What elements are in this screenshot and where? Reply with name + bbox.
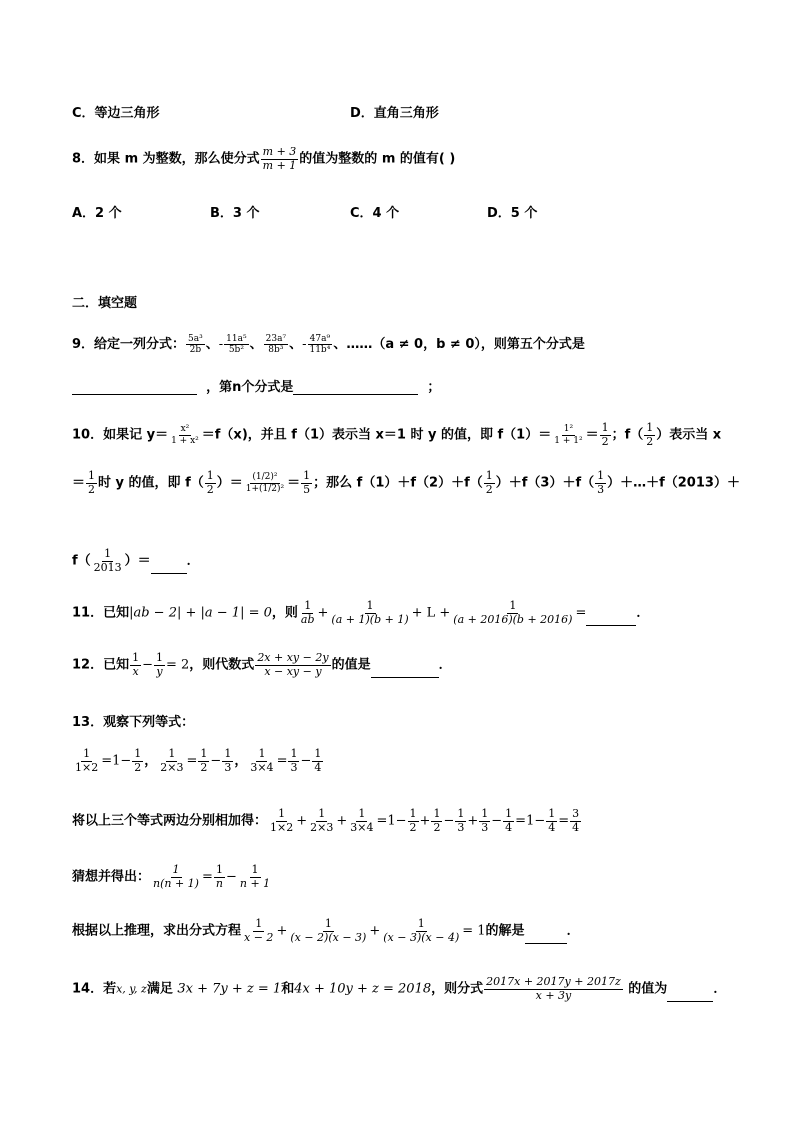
- q13-blank[interactable]: [525, 928, 567, 944]
- q13-guess-line: 猜想并得出： $\frac{1}{n(n + 1)}$ = $\frac{1}{n}$ − $\frac{1}{n + 1}$: [72, 863, 271, 890]
- q10-blank[interactable]: [151, 558, 187, 574]
- q8-option-d: D．5 个: [487, 206, 538, 221]
- question-13-title: 13．观察下列等式：: [72, 715, 195, 730]
- q9-term-3: $\frac{\text{23a⁷}}{\text{8b³}}$: [265, 333, 287, 355]
- q8-option-a: A．2 个: [72, 206, 122, 221]
- q13-sum-line: 将以上三个等式两边分别相加得： $\frac{1}{1\times 2}$ + $\frac{1}{2\times 3}$ + $\frac{1}{3\times 4}$ =1− $\frac{1}{2}$ + $\frac{1}{2}$ − $\frac{1}{3}$ + $\frac{1}{3}$ − $\frac{1}{4}$ =1− $\frac{1}{4}$ = $\frac{3}{4}$: [72, 807, 580, 834]
- q9-term-2: $\frac{\text{11a⁵}}{\text{5b²}}$: [226, 333, 247, 355]
- q10-f1-fraction: $\frac{\text{1²}}{\text{1 + 1²}}$: [554, 424, 583, 446]
- q13-equation-line: 根据以上推理，求出分式方程 $\frac{1}{x - 2}$ + $\frac{1}{(x - 2)(x - 3)}$ + $\frac{1}{(x - 3)(x - 4)}$ = 1的解是 ．: [72, 917, 580, 944]
- q9-term-4: $\frac{\text{47a⁹}}{\text{11b⁴}}$: [309, 333, 331, 355]
- q7-option-c: C．等边三角形: [72, 106, 160, 121]
- q9-stem: 9．给定一列分式：: [72, 337, 186, 352]
- q13-examples: $\frac{1}{1\times 2}$ =1− $\frac{1}{2}$ ， $\frac{1}{2\times 3}$ = $\frac{1}{2}$ − $\frac{1}{3}$ ， $\frac{1}{3\times 4}$ = $\frac{1}{3}$ − $\frac{1}{4}$: [75, 747, 322, 774]
- q8-stem-post: 的值为整数的 m 的值有( ): [299, 151, 456, 167]
- section-fill-in-blank: 二．填空题: [72, 296, 138, 311]
- q10-fx-fraction: $\frac{\text{x²}}{\text{1 + x²}}$: [171, 424, 199, 446]
- question-14: 14．若x, y, z满足 3x + 7y + z = 1和4x + 10y + z = 2018，则分式 $\frac{2017x + 2017y + 2017z}{x + 3y}$ 的值为 ．: [72, 975, 727, 1002]
- q9-blank-2[interactable]: [293, 379, 418, 395]
- q9-term-1: $\frac{\text{5a³}}{2b}$: [188, 333, 203, 355]
- q7-option-d: D．直角三角形: [350, 106, 439, 121]
- question-8: [72, 146, 455, 172]
- q14-blank[interactable]: [667, 986, 713, 1002]
- q8-option-c: C．4 个: [350, 206, 400, 221]
- q12-blank[interactable]: [371, 662, 439, 678]
- question-10-line-3: f（ $\frac{1}{2013}$ ）＝ ．: [72, 547, 200, 574]
- question-11: 11．已知|ab − 2| + |a − 1| = 0，则 $\frac{1}{ab}$ + $\frac{1}{(a + 1)(b + 1)}$ + L + $\frac{1}{(a + 2016)(b + 2016)}$ = ．: [72, 599, 650, 626]
- q9-blank-1[interactable]: [72, 379, 197, 395]
- question-12: 12．已知 $\frac{1}{x}$ − $\frac{1}{y}$ = 2，则代数式 $\frac{2x + xy - 2y}{x - xy - y}$ 的值是 ．: [72, 651, 452, 678]
- q8-stem-pre: 8．如果 m 为整数，那么使分式: [72, 151, 260, 167]
- question-10-line-2: ＝ $\frac{1}{2}$ 时 y 的值，即 f（ $\frac{1}{2}$ ）＝ $\frac{\text{(1/2)²}}{\text{1+(1/2)²}}$ ＝ $\frac{1}{5}$ ；那么 f（1）＋f（2）＋f（ $\frac{1}{2}$ ）＋f（3）＋f（ $\frac{1}{3}$ ）＋…＋f（2013）＋: [72, 469, 740, 496]
- q8-option-b: B．3 个: [210, 206, 260, 221]
- q10-half-value-fraction: $\frac{\text{(1/2)²}}{\text{1+(1/2)²}}$: [245, 472, 285, 494]
- q9-answer-line: ，第n个分式是 ；: [72, 376, 440, 395]
- question-9: 9．给定一列分式： $\frac{\text{5a³}}{2b}$ 、- $\frac{\text{11a⁵}}{\text{5b²}}$ 、 $\frac{\text{23a⁷}}{\text{8b³}}$ 、- $\frac{\text{47a⁹}}{\text{11b⁴}}$ 、……（a ≠ 0，b ≠ 0），则第五个分式是: [72, 333, 585, 355]
- q11-blank[interactable]: [586, 610, 636, 626]
- q8-fraction: $\frac{m + 3}{m + 1}$: [262, 145, 297, 172]
- question-10-line-1: 10．如果记 y＝ $\frac{\text{x²}}{\text{1 + x²}}$ ＝f（x)，并且 f（1）表示当 x＝1 时 y 的值，即 f（1）＝ $\frac{\text{1²}}{\text{1 + 1²}}$ ＝ $\frac{1}{2}$ ；f（ $\frac{1}{2}$ ）表示当 x: [72, 421, 722, 448]
